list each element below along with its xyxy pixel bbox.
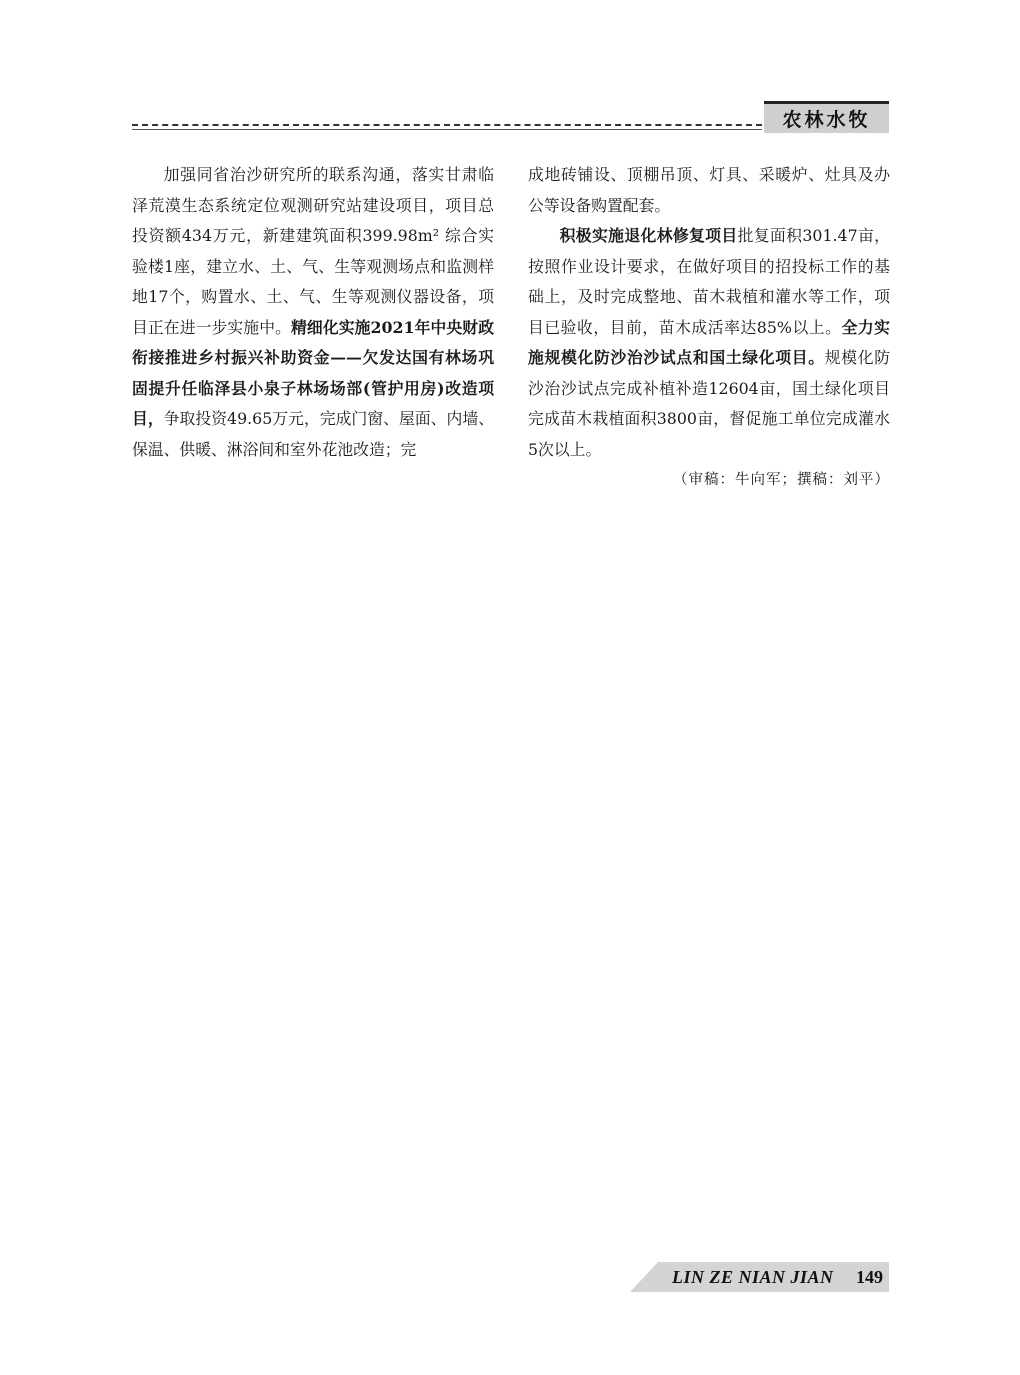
footer-journal-name: LIN ZE NIAN JIAN bbox=[672, 1266, 834, 1287]
right-text-bold: 积极实施退化林修复项目 bbox=[559, 226, 738, 245]
left-text-1: 加强同省治沙研究所的联系沟通，落实甘肃临泽荒漠生态系统定位观测研究站建设项目，项目总投资额434万元，新建建筑面积399.98m² 综合实验楼1座，建立水、土、气、生等观测场点和监测样地17个，购置水、土、气、生等观测仪器设备，项目正在进一步实施中。 bbox=[132, 165, 494, 337]
right-paragraph-continued bbox=[528, 160, 890, 221]
right-text-bold-2: 全力实施规模化防沙治沙试点和国土绿化项目。 bbox=[528, 317, 890, 367]
left-text-tail: 争取投资49.65万元，完成门窗、屋面、内墙、保温、供暖、淋浴间和室外花池改造；完 bbox=[132, 409, 494, 459]
right-text-2: 批复面积301.47亩，按照作业设计要求，在做好项目的招投标工作的基础上，及时完成整地、苗木栽植和灌水等工作，项目已验收，目前，苗木成活率达85%以上。 bbox=[528, 226, 890, 337]
right-paragraph bbox=[528, 221, 890, 465]
page-number: 149 bbox=[856, 1266, 883, 1287]
header-rule bbox=[132, 124, 762, 130]
left-text-bold: 精细化实施2021年中央财政衔接推进乡村振兴补助资金——欠发达国有林场巩固提升任临泽县小泉子林场场部(管护用房)改造项目， bbox=[132, 317, 494, 428]
right-column bbox=[528, 160, 890, 496]
section-tab bbox=[764, 101, 889, 133]
left-column bbox=[132, 160, 494, 465]
right-text-0: 成地砖铺设、顶棚吊顶、灯具、采暖炉、灶具及办公等设备购置配套。 bbox=[528, 165, 890, 215]
left-paragraph bbox=[132, 160, 494, 465]
credit-line: （审稿：牛向军；撰稿：刘平） bbox=[673, 472, 890, 488]
right-text-tail: 规模化防沙治沙试点完成补植补造12604亩，国土绿化项目完成苗木栽植面积3800亩，督促施工单位完成灌水5次以上。 bbox=[528, 348, 890, 459]
section-title: 农林水牧 bbox=[782, 109, 871, 131]
